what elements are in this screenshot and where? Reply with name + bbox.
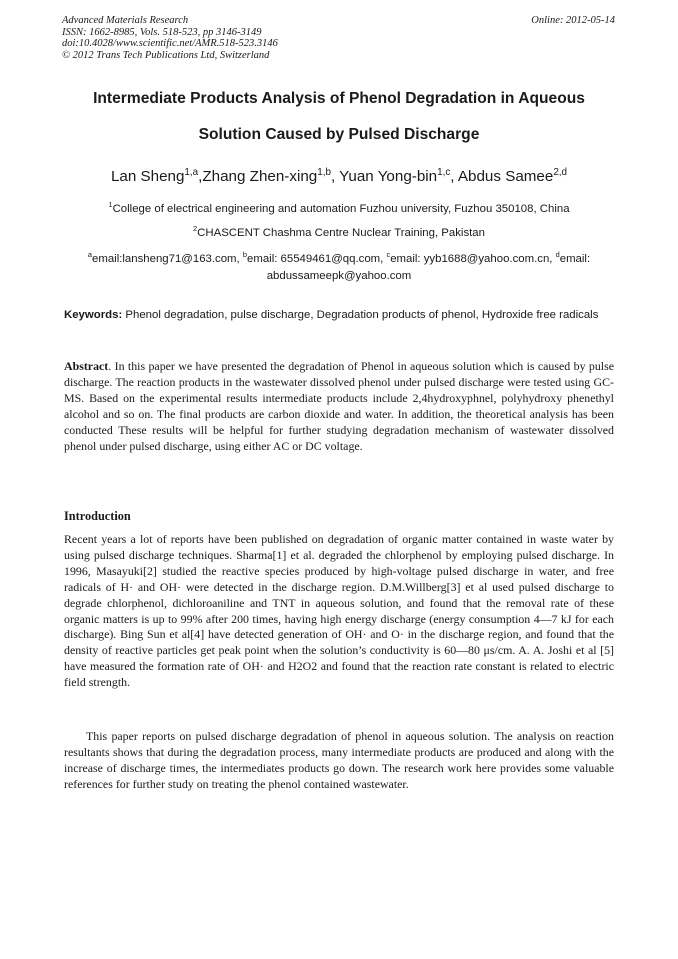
section-heading-introduction: Introduction bbox=[64, 509, 131, 523]
author-name: Zhang Zhen-xing bbox=[202, 168, 318, 185]
email-b: email: 65549461@qq.com, bbox=[247, 253, 387, 265]
affiliation-mark: 1 bbox=[108, 200, 113, 210]
introduction-paragraph-1: Recent years a lot of reports have been published on degradation of organic matter contained in waste water by using pulsed discharge techniques. Sharma[1] et al. degraded the chlorphenol by employing pulsed discharge. In 1996, Masayuki[2] studied the reactive species produced by high-voltage pulsed discharge in water, and free radicals of H· and OH· were detected in the discharge region. D.M.Willberg[3] et al used pulsed discharge to degrade chlorphenol, dichloroaniline and TNT in aqueous solution, and found that the removal rate of these organic matters is up to 99% after 200 times, having high energy discharge (energy consumption 4—7 kJ for each discharge). Bing Sun et al[4] have detected generation of OH· and O· in the discharge region, and found that the density of reactive particles get peak point when the solution’s conductivity is 60—80 μs/cm. A. A. Joshi et al [5] have measured the formation rate of OH· and H2O2 and found that the reaction rate constant is related to electric field strength. bbox=[64, 532, 614, 690]
author-name: Abdus Samee bbox=[457, 168, 554, 185]
affiliation-1 bbox=[55, 200, 623, 215]
journal-name: Advanced Materials Research bbox=[62, 15, 189, 26]
email-mark: a bbox=[87, 250, 92, 260]
author-emails bbox=[55, 251, 623, 285]
keywords-text: Phenol degradation, pulse discharge, Degradation products of phenol, Hydroxide free radicals bbox=[122, 309, 599, 321]
affiliation-2 bbox=[55, 224, 623, 239]
author-separator: , bbox=[198, 168, 203, 185]
abstract-label: Abstract bbox=[64, 359, 109, 373]
introduction-paragraph-2: This paper reports on pulsed discharge degradation of phenol in aqueous solution. The analysis on reaction resultants shows that during the degradation process, many intermediate products are produced and along with the increase of discharge times, the intermediates products go down. The research work here provides some valuable references for further study on treating the phenol contained wastewater. bbox=[64, 729, 614, 791]
affiliation-text: CHASCENT Chashma Centre Nuclear Training, Pakistan bbox=[197, 227, 485, 239]
paper-title-line-1: Intermediate Products Analysis of Phenol Degradation in Aqueous bbox=[93, 90, 585, 107]
author-name: Lan Sheng bbox=[110, 168, 185, 185]
author-affiliation-mark: 2,d bbox=[553, 166, 568, 178]
author-affiliation-mark: 1,a bbox=[184, 166, 199, 178]
email-mark: b bbox=[242, 250, 247, 260]
email-d: email: abdussameepk@yahoo.com bbox=[266, 253, 591, 282]
issn-line: ISSN: 1662-8985, Vols. 518-523, pp 3146-3149 bbox=[62, 26, 262, 38]
author-list bbox=[60, 168, 618, 185]
keywords bbox=[64, 307, 614, 324]
copyright-line: © 2012 Trans Tech Publications Ltd, Switzerland bbox=[62, 49, 270, 61]
email-a: email:lansheng71@163.com, bbox=[92, 253, 243, 265]
online-date: Online: 2012-05-14 bbox=[531, 15, 615, 26]
author-separator: , bbox=[450, 168, 458, 185]
affiliation-mark: 2 bbox=[193, 224, 198, 234]
author-separator: , bbox=[330, 168, 340, 185]
email-mark: d bbox=[555, 250, 560, 260]
email-c: email: yyb1688@yahoo.com.cn, bbox=[390, 253, 556, 265]
affiliation-text: College of electrical engineering and automation Fuzhou university, Fuzhou 350108, China bbox=[112, 203, 570, 215]
abstract bbox=[64, 359, 614, 454]
journal-header bbox=[62, 15, 278, 61]
author-affiliation-mark: 1,c bbox=[437, 166, 451, 178]
abstract-text: . In this paper we have presented the degradation of Phenol in aqueous solution which is caused by pulse discharge. The reaction products in the wastewater dissolved phenol under pulsed discharge were tested using GC-MS. Based on the experimental results intermediate products include 2,4hydroxyphnel, polyhydroxy phenethyl alcohol and so on. The final products are carbon dioxide and water. In addition, the theoretical analysis has been conducted These results will be helpful for further studying degradation mechanism of wastewater dissolved phenol under pulsed discharge, using either AC or DC voltage. bbox=[64, 359, 614, 453]
author-affiliation-mark: 1,b bbox=[317, 166, 331, 178]
doi-line: doi:10.4028/www.scientific.net/AMR.518-523.3146 bbox=[62, 38, 278, 50]
paper-title-line-2: Solution Caused by Pulsed Discharge bbox=[198, 126, 480, 143]
author-name: Yuan Yong-bin bbox=[339, 168, 438, 185]
keywords-label: Keywords: bbox=[64, 309, 123, 321]
email-mark: c bbox=[386, 250, 391, 260]
